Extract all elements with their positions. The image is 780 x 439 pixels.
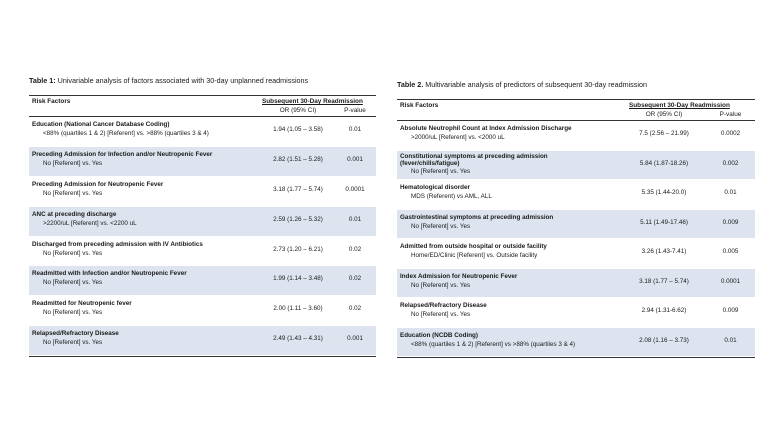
- table-1: [29, 76, 376, 357]
- table-1-body: [29, 117, 376, 357]
- col-or: OR (95% CI): [645, 111, 683, 118]
- table-row: Preceding Admission for Neutropenic Fever No [Referent] vs. Yes 3.18 (1.77 – 5.74) 0.0001: [29, 177, 376, 207]
- table-row: ANC at preceding discharge >2200/uL [Referent] vs. <2200 uL 2.59 (1.26 – 5.32) 0.01: [29, 207, 376, 237]
- col-p-value: P-value: [344, 107, 366, 114]
- table-row: Index Admission for Neutropenic Fever No [Referent] vs. Yes 3.18 (1.77 – 5.74) 0.0001: [397, 269, 755, 299]
- col-risk-factors: Risk Factors: [32, 98, 71, 105]
- table-1-caption: Table 1: Univariable analysis of factors associated with 30-day unplanned readmissions: [29, 76, 309, 85]
- table-2-caption: Table 2. Multivariable analysis of predictors of subsequent 30-day readmission: [397, 80, 647, 89]
- table-2-header: [397, 99, 755, 121]
- col-risk-factors: Risk Factors: [400, 102, 439, 109]
- col-or: OR (95% CI): [279, 107, 317, 114]
- table-row: Readmitted with Infection and/or Neutropenic Fever No [Referent] vs. Yes 1.99 (1.14 – 3.48) 0.02: [29, 266, 376, 296]
- table-2-body: [397, 121, 755, 358]
- table-row: Constitutional symptoms at preceding admission (fever/chills/fatigue) No [Referent] vs. Yes 5.84 (1.87-18.26) 0.002: [397, 151, 755, 181]
- table-row: Gastrointestinal symptoms at preceding admission No [Referent] vs. Yes 5.11 (1.49-17.46) 0.009: [397, 210, 755, 240]
- col-group-readmission: Subsequent 30-Day Readmission: [262, 98, 363, 105]
- table-row: Preceding Admission for Infection and/or Neutropenic Fever No [Referent] vs. Yes 2.82 (1.51 – 5.28) 0.001: [29, 147, 376, 177]
- table-row: Hematological disorder MDS (Referent) vs AML, ALL 5.35 (1.44-20.0) 0.01: [397, 180, 755, 210]
- col-p-value: P-value: [719, 111, 742, 118]
- table-2: [397, 80, 755, 358]
- table-row: Readmitted for Neutropenic fever No [Referent] vs. Yes 2.00 (1.11 – 3.60) 0.02: [29, 296, 376, 326]
- table-row: Admitted from outside hospital or outside facility Home/ED/Clinic [Referent] vs. Outside facility 3.26 (1.43-7.41) 0.005: [397, 239, 755, 269]
- table-row: Education (NCDB Coding) <88% (quartiles 1 & 2) [Referent] vs >88% (quartiles 3 & 4) 2.08 (1.16 – 3.73) 0.01: [397, 328, 755, 358]
- table-row: Education (National Cancer Database Coding) <88% (quartiles 1 & 2) [Referent] vs. >88% (quartiles 3 & 4) 1.94 (1.05 – 3.58) 0.01: [29, 117, 376, 147]
- table-row: Discharged from preceding admission with IV Antibiotics No [Referent] vs. Yes 2.73 (1.20 – 6.21) 0.02: [29, 237, 376, 267]
- col-group-readmission: Subsequent 30-Day Readmission: [629, 102, 730, 109]
- table-1-header: [29, 95, 376, 117]
- table-row: Absolute Neutrophil Count at Index Admission Discharge >2000/uL [Referent] vs. <2000 uL 7.5 (2.56 – 21.99) 0.0002: [397, 121, 755, 151]
- table-row: Relapsed/Refractory Disease No [Referent] vs. Yes 2.94 (1.31-6.62) 0.009: [397, 298, 755, 328]
- table-row: Relapsed/Refractory Disease No [Referent] vs. Yes 2.49 (1.43 – 4.31) 0.001: [29, 326, 376, 356]
